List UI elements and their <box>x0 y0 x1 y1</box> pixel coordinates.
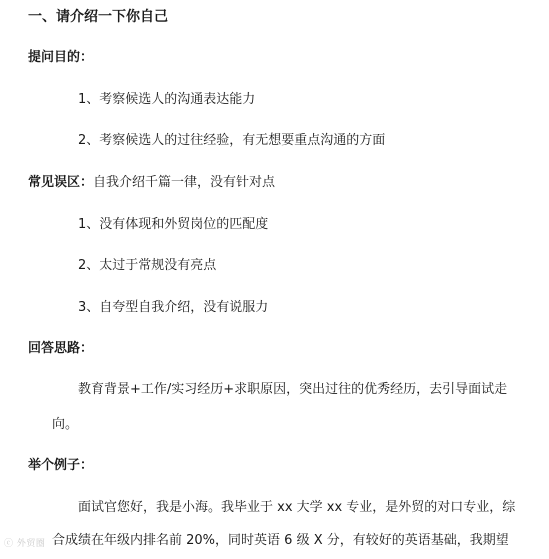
watermark-logo: ⓒ 外贸圈 <box>4 539 46 549</box>
section-title: 一、请介绍一下你自己 <box>28 9 168 25</box>
mistakes-item-3: 3、自夸型自我介绍，没有说服力 <box>78 300 269 315</box>
purpose-item-1: 1、考察候选人的沟通表达能力 <box>78 92 256 107</box>
purpose-item-2: 2、考察候选人的过往经验，有无想要重点沟通的方面 <box>78 133 386 148</box>
purpose-label: 提问目的： <box>28 50 94 65</box>
mistakes-item-2: 2、太过于常规没有亮点 <box>78 258 217 273</box>
mistakes-summary: 自我介绍千篇一律，没有针对点 <box>93 175 276 190</box>
example-line-1: 面试官您好，我是小海。我毕业于 xx 大学 xx 专业，是外贸的对口专业，综 <box>78 500 516 515</box>
approach-line-2: 向。 <box>52 417 79 432</box>
example-label: 举个例子： <box>28 458 94 473</box>
approach-line-1: 教育背景+工作/实习经历+求职原因，突出过往的优秀经历，去引导面试走 <box>78 382 508 397</box>
mistakes-paragraph <box>28 174 275 192</box>
example-line-2: 合成绩在年级内排名前 20%，同时英语 6 级 X 分，有较好的英语基础，我期望 <box>52 533 509 548</box>
mistakes-label: 常见误区： <box>28 175 94 190</box>
mistakes-item-1: 1、没有体现和外贸岗位的匹配度 <box>78 217 269 232</box>
approach-label: 回答思路： <box>28 341 94 356</box>
